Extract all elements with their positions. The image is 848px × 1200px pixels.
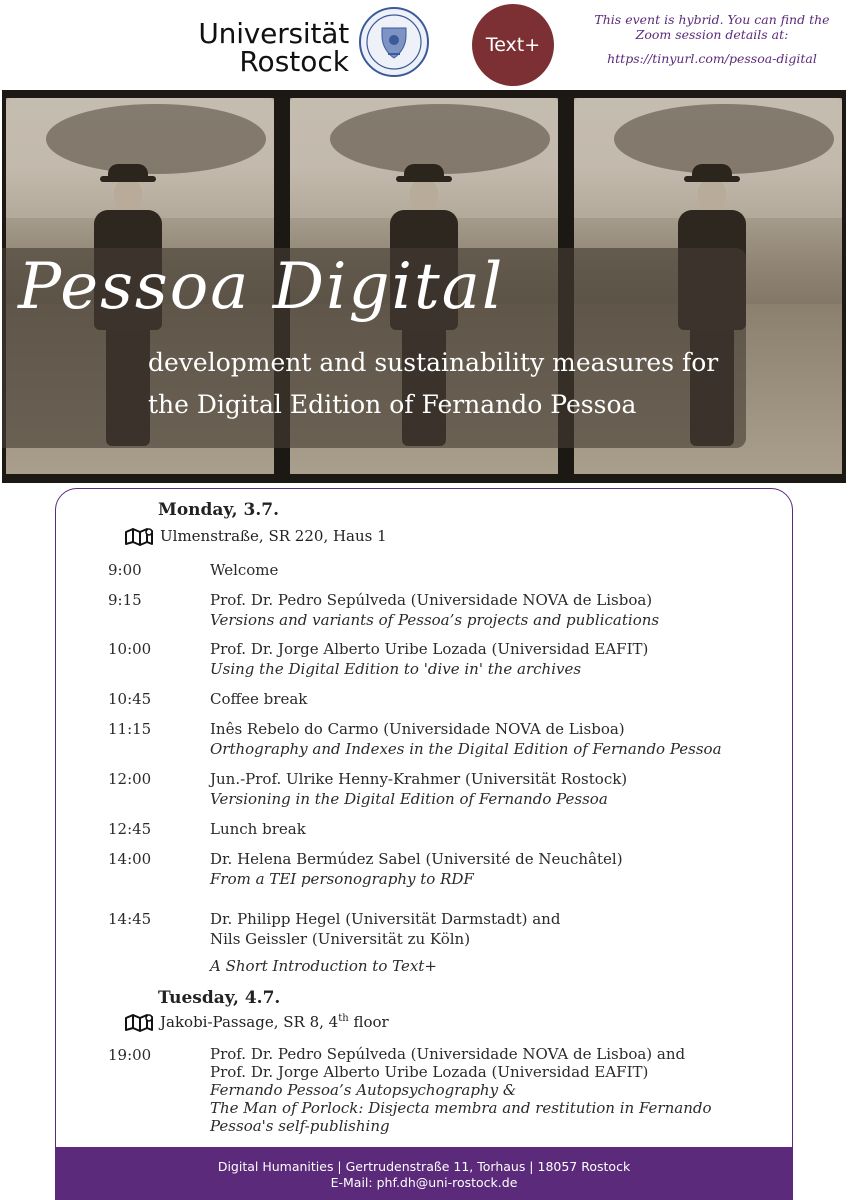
time-label: 10:00	[108, 640, 152, 658]
session-title: A Short Introduction to Text+	[210, 957, 437, 975]
session-speaker: Prof. Dr. Pedro Sepúlveda (Universidade NOVA de Lisboa)	[210, 591, 653, 609]
session-speaker: Jun.-Prof. Ulrike Henny-Krahmer (Universität Rostock)	[210, 770, 628, 788]
university-name-line2: Rostock	[239, 45, 349, 78]
session-speaker: Dr. Philipp Hegel (Universität Darmstadt) and	[210, 910, 561, 928]
textplus-logo: Text+	[472, 4, 554, 86]
footer-email[interactable]: E-Mail: phf.dh@uni-rostock.de	[330, 1175, 518, 1190]
time-label: 14:45	[108, 910, 152, 928]
time-label: 12:45	[108, 820, 152, 838]
session-title: The Man of Porlock: Disjecta membra and restitution in Fernando	[210, 1099, 712, 1117]
subtitle-line2: the Digital Edition of Fernando Pessoa	[148, 390, 637, 419]
session-title: Versions and variants of Pessoa’s projects and publications	[210, 611, 660, 629]
time-label: 11:15	[108, 720, 152, 738]
session-text: Lunch break	[210, 820, 306, 838]
session-title: Using the Digital Edition to 'dive in' the archives	[210, 660, 582, 678]
session-speaker: Prof. Dr. Jorge Alberto Uribe Lozada (Universidad EAFIT)	[210, 640, 649, 658]
session-speaker: Nils Geissler (Universität zu Köln)	[210, 930, 471, 948]
time-label: 19:00	[108, 1046, 152, 1064]
session-title: Versioning in the Digital Edition of Fernando Pessoa	[210, 790, 608, 808]
session-title: From a TEI personography to RDF	[210, 870, 474, 888]
event-title: Pessoa Digital	[18, 250, 505, 324]
session-text: Welcome	[210, 561, 279, 579]
hybrid-notice-text: This event is hybrid. You can find the Zoom session details at:	[594, 12, 830, 42]
university-logo	[183, 17, 349, 78]
time-label: 9:00	[108, 561, 142, 579]
photo-banner	[2, 90, 846, 483]
footer-address: Digital Humanities | Gertrudenstraße 11, Torhaus | 18057 Rostock	[217, 1159, 631, 1174]
session-title: Pessoa's self-publishing	[210, 1117, 390, 1135]
university-name-line1: Universität	[198, 17, 349, 50]
event-subtitle	[148, 342, 718, 426]
session-speaker: Dr. Helena Bermúdez Sabel (Université de Neuchâtel)	[210, 850, 623, 868]
day-location	[124, 526, 387, 546]
subtitle-line1: development and sustainability measures for	[148, 348, 719, 377]
session-speaker: Prof. Dr. Pedro Sepúlveda (Universidade NOVA de Lisboa) and	[210, 1045, 686, 1063]
hybrid-notice	[592, 12, 832, 66]
time-label: 9:15	[108, 591, 142, 609]
day-heading: Monday, 3.7.	[158, 500, 280, 520]
day-location	[124, 1012, 389, 1032]
map-icon	[124, 526, 154, 546]
footer	[55, 1147, 793, 1200]
day-heading: Tuesday, 4.7.	[158, 988, 281, 1008]
session-title: Orthography and Indexes in the Digital Edition of Fernando Pessoa	[210, 740, 722, 758]
session-title: Fernando Pessoa’s Autopsychography &	[210, 1081, 517, 1099]
university-seal-icon	[358, 6, 430, 78]
zoom-link[interactable]: https://tinyurl.com/pessoa-digital	[607, 51, 817, 66]
time-label: 14:00	[108, 850, 152, 868]
time-label: 10:45	[108, 690, 152, 708]
location-text: Ulmenstraße, SR 220, Haus 1	[160, 527, 387, 545]
session-text: Coffee break	[210, 690, 308, 708]
location-text: Jakobi-Passage, SR 8, 4th floor	[160, 1013, 389, 1031]
map-icon	[124, 1012, 154, 1032]
session-speaker: Inês Rebelo do Carmo (Universidade NOVA de Lisboa)	[210, 720, 625, 738]
session-speaker: Prof. Dr. Jorge Alberto Uribe Lozada (Universidad EAFIT)	[210, 1063, 649, 1081]
time-label: 12:00	[108, 770, 152, 788]
